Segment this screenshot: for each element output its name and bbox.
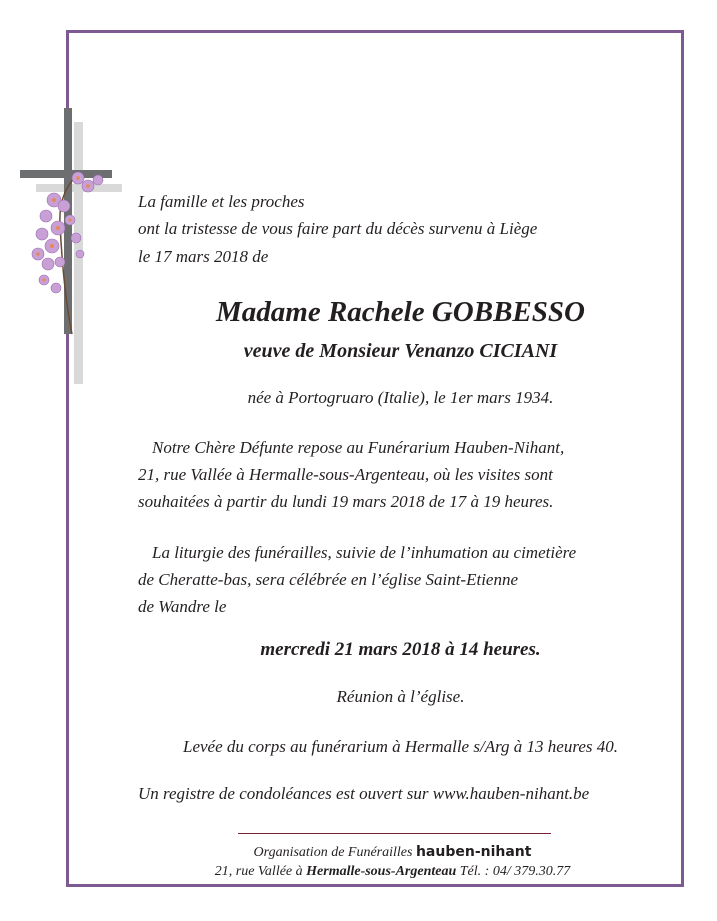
footer-address-city: Hermalle-sous-Argenteau: [306, 864, 457, 879]
birth-line: née à Portogruaro (Italie), le 1er mars 1934.: [247, 388, 554, 407]
footer-address: [34, 862, 717, 882]
footer-phone: Tél. : 04/ 379.30.77: [459, 864, 571, 879]
intro-line-3: le 17 mars 2018 de: [138, 247, 269, 266]
brand-logo: hauben-nihant: [415, 844, 532, 860]
visitation-line-1: Notre Chère Défunte repose au Funérarium Hauben-Nihant,: [152, 438, 565, 457]
deceased-name: Madame Rachele GOBBESSO: [216, 296, 585, 328]
widow-line: veuve de Monsieur Venanzo CICIANI: [243, 340, 558, 362]
meeting-line: Réunion à l’église.: [336, 687, 465, 706]
funeral-date: mercredi 21 mars 2018 à 14 heures.: [260, 639, 541, 660]
departure-line: Levée du corps au funérarium à Hermalle s/Arg à 13 heures 40.: [182, 737, 619, 756]
intro-line-1: La famille et les proches: [138, 192, 305, 211]
visitation-line-2: 21, rue Vallée à Hermalle-sous-Argenteau, où les visites sont: [138, 465, 553, 484]
liturgy-line-1: La liturgie des funérailles, suivie de l’inhumation au cimetière: [152, 543, 577, 562]
condolences-line: Un registre de condoléances est ouvert sur www.hauben-nihant.be: [138, 784, 590, 803]
footer-divider: [238, 833, 551, 834]
liturgy-line-2: de Cheratte-bas, sera célébrée en l’église Saint-Etienne: [138, 570, 519, 589]
footer-organisation: [34, 842, 717, 863]
intro-line-2: ont la tristesse de vous faire part du décès survenu à Liège: [138, 219, 538, 238]
visitation-line-3: souhaitées à partir du lundi 19 mars 2018 de 17 à 19 heures.: [138, 492, 554, 511]
liturgy-line-3: de Wandre le: [138, 597, 227, 616]
footer-org-prefix: Organisation de Funérailles: [253, 845, 413, 860]
footer-address-prefix: 21, rue Vallée à: [214, 864, 303, 879]
